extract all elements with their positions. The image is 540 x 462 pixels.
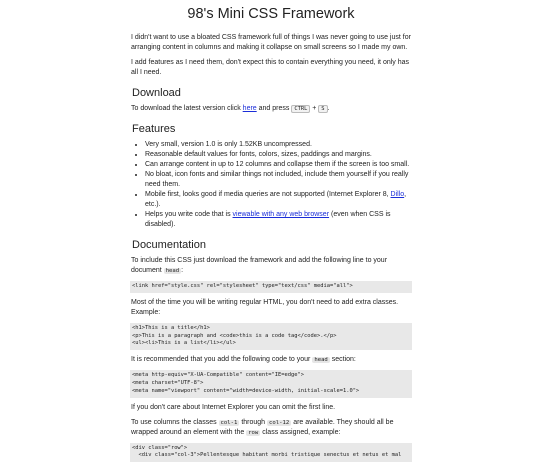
plus-sign: + bbox=[310, 105, 319, 112]
doc-text: : bbox=[181, 267, 184, 274]
inline-code-row: row bbox=[248, 429, 259, 436]
inline-code-head: head bbox=[314, 357, 328, 364]
ctrl-key: CTRL bbox=[291, 105, 310, 113]
feature-item bbox=[145, 190, 412, 210]
feature-item: • Can arrange content in up to 12 columns and collapse them if the screen is too small. bbox=[145, 160, 412, 170]
code-block-meta bbox=[130, 370, 412, 397]
feature-text: Helps you write code that is bbox=[145, 211, 233, 218]
doc-text: To use columns the classes bbox=[131, 418, 219, 426]
features-heading: Features bbox=[132, 123, 176, 135]
feature-item bbox=[145, 210, 412, 230]
inline-code-col-1: col-1 bbox=[220, 419, 238, 426]
code-block-example bbox=[130, 323, 412, 350]
download-heading: Download bbox=[132, 87, 181, 99]
feature-text: Mobile first, looks good if media queries are not supported (Internet Explorer 8, bbox=[145, 191, 391, 198]
dillo-link[interactable]: Dillo bbox=[390, 191, 405, 198]
doc-text: To include this CSS just download the framework and add the following line to your document bbox=[131, 257, 388, 274]
download-text-end: . bbox=[327, 105, 330, 112]
code-line: <meta name="viewport" content="width=device-width, initial-scale=1.0"> bbox=[132, 387, 360, 394]
page-title: 98's Mini CSS Framework bbox=[187, 6, 355, 22]
code-line: <meta http-equiv="X-UA-Compatible" content="IE=edge"> bbox=[132, 372, 305, 379]
doc-text: are available. They should all be wrapped around an element with the bbox=[131, 418, 394, 436]
documentation-heading: Documentation bbox=[132, 239, 206, 251]
doc-paragraph-5 bbox=[131, 418, 412, 438]
doc-paragraph-1 bbox=[131, 256, 412, 276]
feature-item: • No bloat, icon fonts and similar things not included, include them yourself if you really need them. bbox=[145, 170, 412, 190]
download-text-before: To download the latest version click bbox=[131, 105, 243, 112]
download-link[interactable]: here bbox=[242, 105, 257, 112]
doc-text: section: bbox=[329, 356, 356, 364]
doc-paragraph-2: Most of the time you will be writing regular HTML, you don't need to add extra classes. Example: bbox=[131, 298, 399, 316]
doc-text: class assigned, example: bbox=[260, 428, 341, 436]
intro-paragraph-1: I didn't want to use a bloated CSS framework full of things I was never going to use just for arranging content in columns and making it collapse on small screens so I made my own. bbox=[131, 34, 411, 51]
code-line: <div class="row"> bbox=[132, 444, 188, 451]
feature-item: • Very small, version 1.0 is only 1.52KB uncompressed. bbox=[145, 140, 412, 150]
doc-paragraph-4: If you don't care about Internet Explorer you can omit the first line. bbox=[131, 403, 336, 411]
inline-code-head: head bbox=[165, 268, 180, 274]
feature-text: (even when CSS is disabled). bbox=[145, 211, 391, 228]
code-block-columns bbox=[130, 443, 412, 462]
page bbox=[130, 0, 412, 462]
features-list bbox=[130, 140, 412, 230]
code-line: <ul><li>This is a list</li></ul> bbox=[132, 340, 236, 347]
viewable-browser-link[interactable]: viewable with any web browser bbox=[232, 211, 330, 218]
code-line: <div class="col-3">Pellentesque habitant morbi tristique senectus et netus et mal bbox=[132, 452, 402, 459]
doc-text: It is recommended that you add the following code to your bbox=[131, 356, 313, 364]
intro-paragraph-2: I add features as I need them, don't expect this to contain everything you need, it only has all I need. bbox=[131, 59, 410, 76]
code-line: <p>This is a paragraph and <code>this is a code tag</code>.</p> bbox=[132, 332, 337, 339]
feature-item: • Reasonable default values for fonts, colors, sizes, paddings and margins. bbox=[145, 150, 412, 160]
code-line: <meta charset="UTF-8"> bbox=[132, 379, 204, 386]
s-key: S bbox=[318, 105, 327, 113]
inline-code-col-12: col-12 bbox=[269, 419, 290, 426]
doc-text: through bbox=[239, 418, 268, 426]
feature-text: , etc.). bbox=[145, 191, 407, 208]
code-line: <link href="style.css" rel="stylesheet" type="text/css" media="all"> bbox=[132, 283, 353, 289]
code-block-link-tag bbox=[130, 281, 412, 293]
doc-paragraph-3 bbox=[131, 355, 412, 365]
download-paragraph bbox=[131, 104, 412, 114]
download-text-mid: and press bbox=[256, 105, 292, 112]
code-line: <h1>This is a title</h1> bbox=[132, 324, 210, 331]
